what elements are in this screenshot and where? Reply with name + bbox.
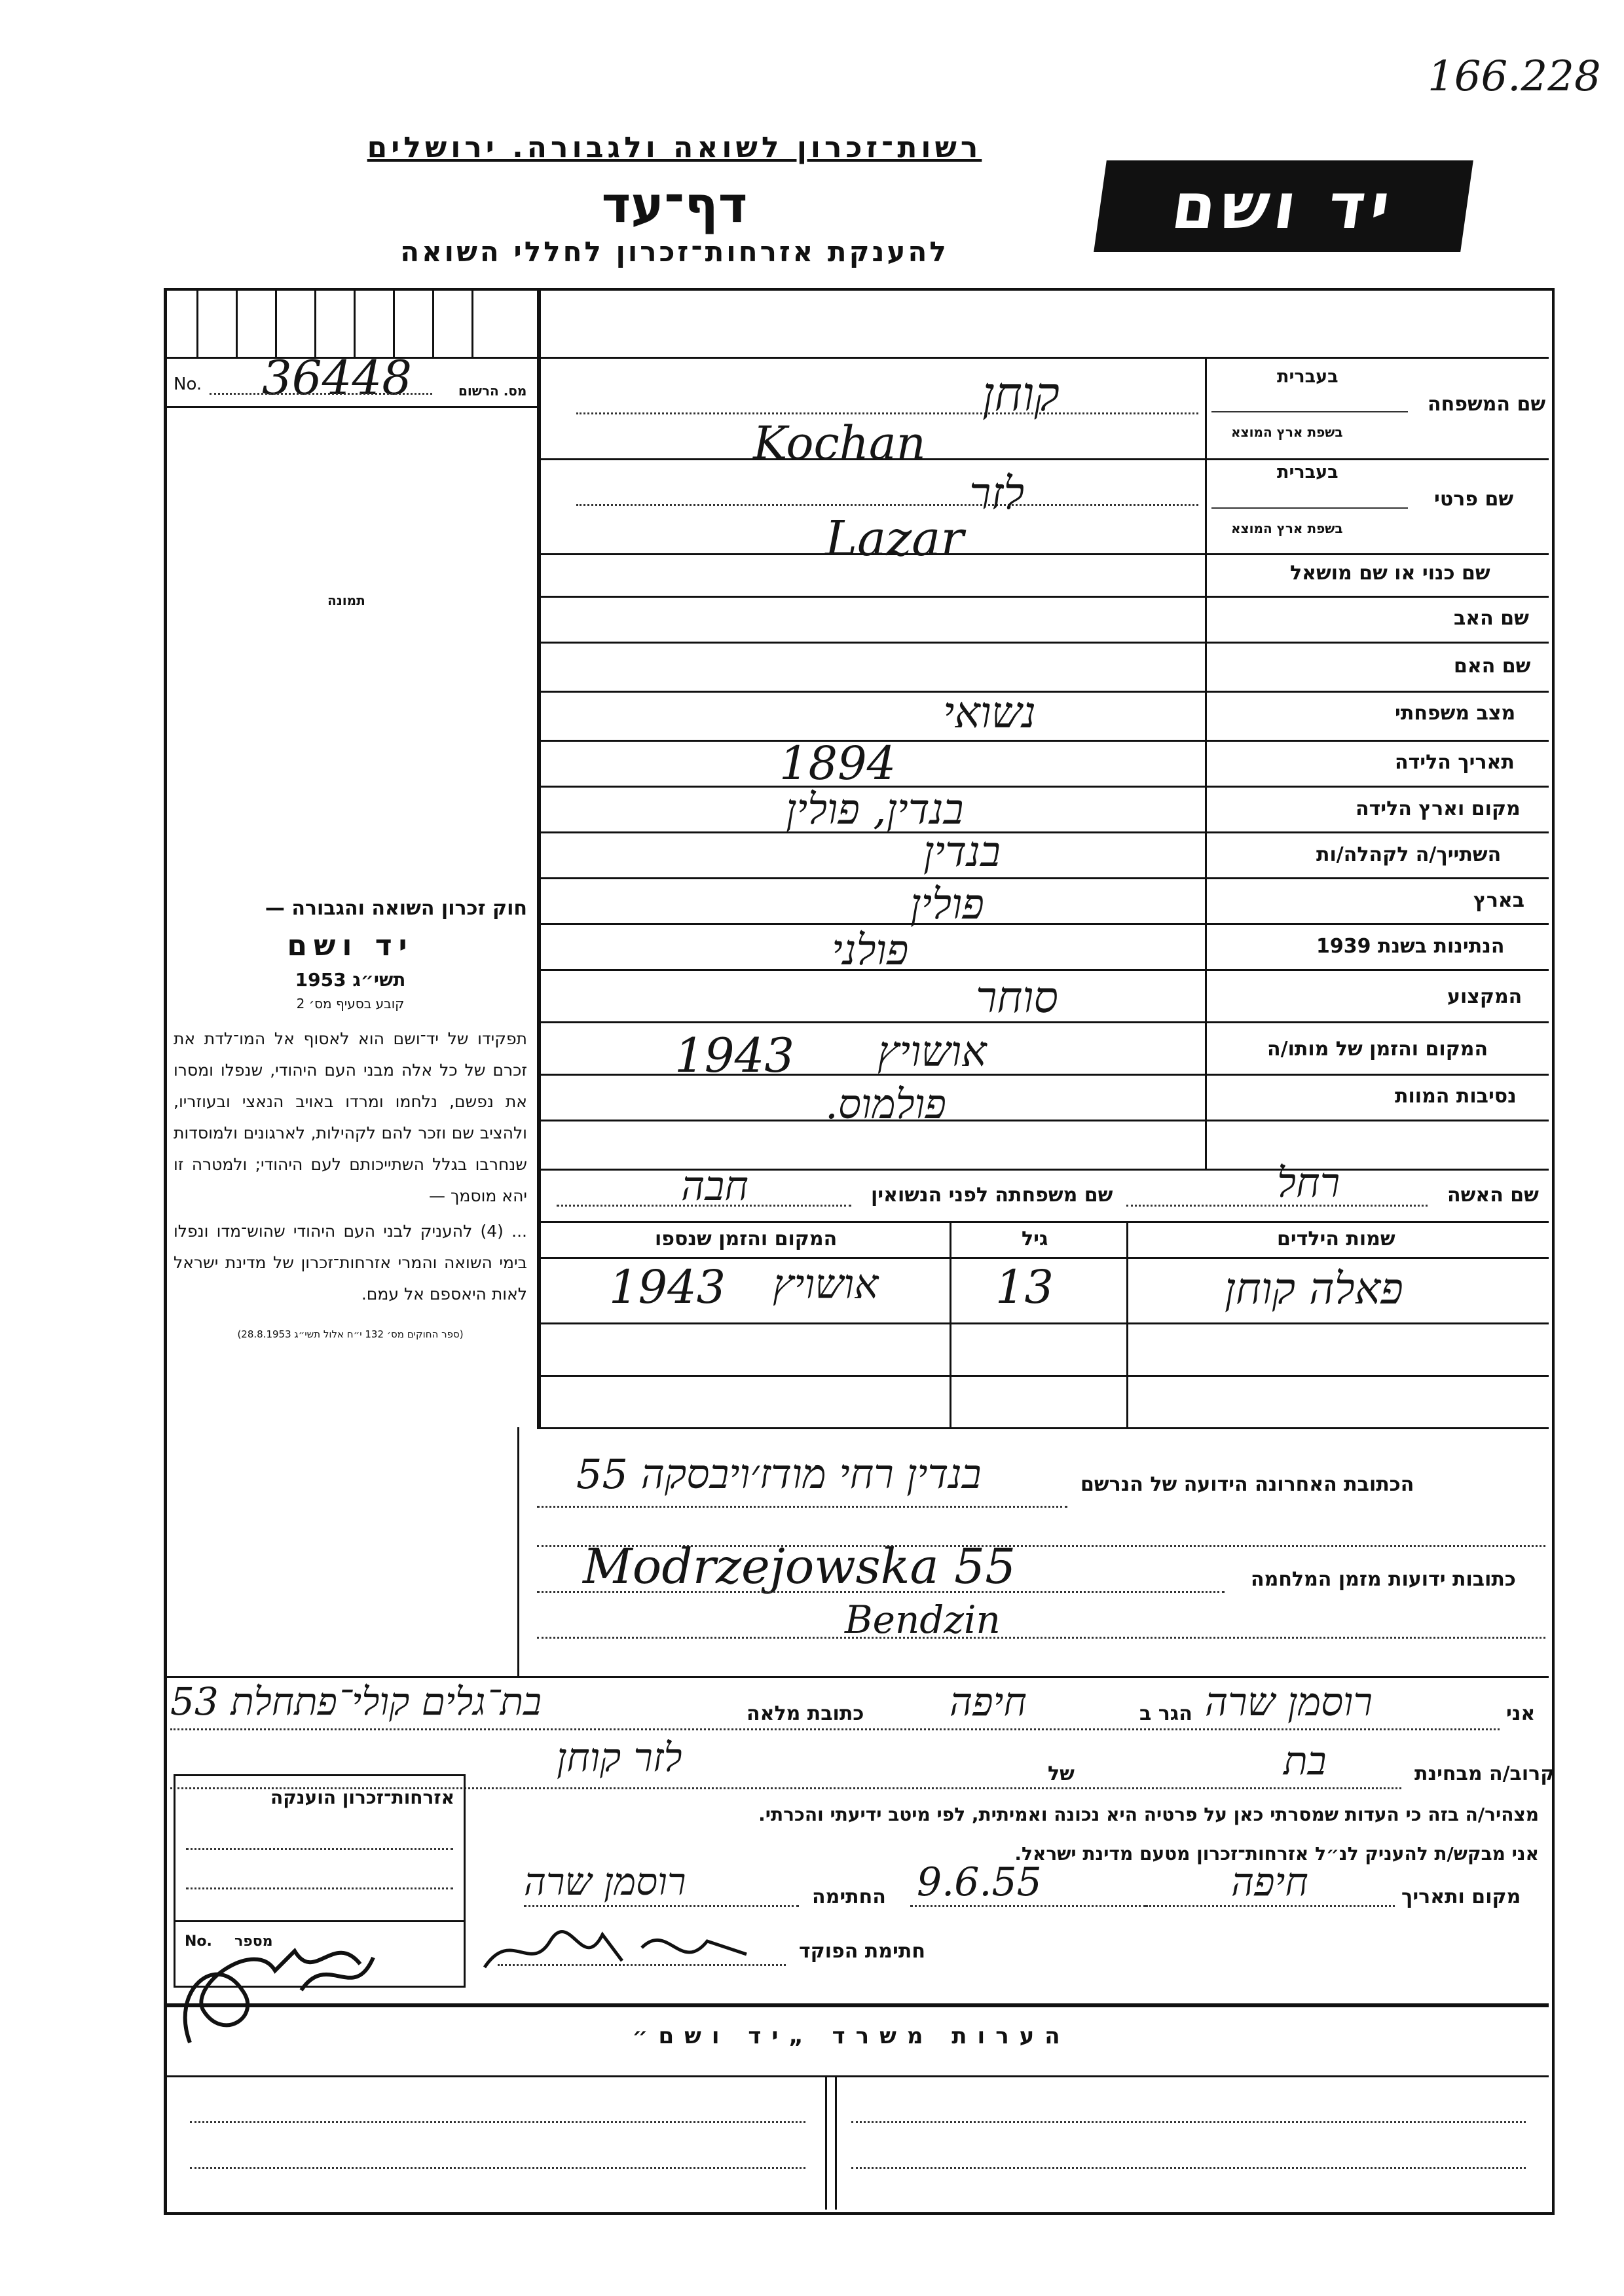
child-name-value: פאלה קוחן [1225, 1264, 1403, 1314]
community-label: השתייך/ה לקהלה/ות [1316, 843, 1502, 866]
officer-signature-mark [471, 1915, 786, 1987]
law-year: תשי״ג 1953 [295, 969, 406, 991]
law-clause: ... (4) להעניק לבני העם היהודי שהוש־מדו ונפלו בימי השואה והמרי אזרחות־זכרון של מדינת ישראל לאות היאספם אל עמם. [174, 1222, 527, 1303]
request-text: אני מבקש/ת להעניק לנ״ל אזרחות־זכרון מטעם מדינת ישראל. [1014, 1843, 1539, 1865]
wartime-address-line2: Bendzin [845, 1597, 1001, 1642]
grant-no-label: No. [185, 1933, 212, 1950]
maiden-value: חבה [681, 1162, 748, 1210]
nickname-label: שם כנוי או שם מושאל [1290, 562, 1490, 585]
wife-value: רחל [1277, 1159, 1340, 1207]
wife-label: שם האשה [1447, 1184, 1539, 1207]
relation-value: בת [1283, 1738, 1327, 1784]
country-label: בארץ [1473, 889, 1525, 912]
yad-vashem-logo [1094, 160, 1473, 252]
maiden-label: שם משפחתה לפני הנשואין [871, 1184, 1113, 1207]
signature-value: רוסמן שרה [524, 1859, 686, 1904]
birth-date-label: תאריך הלידה [1395, 751, 1515, 774]
family-name-label: שם המשפחה [1428, 393, 1546, 416]
birth-place-label: מקום וארץ הלידה [1356, 797, 1521, 820]
death-cause-value: פולמוס. [825, 1080, 946, 1128]
date-value: 9.6.55 [917, 1859, 1042, 1905]
death-cause-label: נסיבות המוות [1395, 1085, 1517, 1108]
citizenship-value: פולני [832, 926, 909, 975]
death-year-value: 1943 [674, 1028, 795, 1083]
community-value: בנדין [923, 828, 1001, 877]
first-name-origin-value: Lazar [825, 511, 964, 567]
family-name-he-value: קוחן [982, 367, 1060, 422]
first-name-he-value: לזר [969, 468, 1025, 520]
stamp-signature [164, 1912, 386, 2056]
law-source: (ספר החוקים מס׳ 132 י״ח אלול תשי״ג 28.8.1953) [237, 1328, 464, 1340]
wartime-address-line1: Modrzejowska 55 [583, 1539, 1016, 1595]
law-paragraph: תפקידו של יד־ושם הוא לאסוף אל המו־לדת את זכרם של כל אלה מבני העם היהודי, שנפלו ומסרו את נפשם, נלחמו ומרדו באויב הנאצי ובעוזריו, ולהציב שם וזכר להם לקהילות, לארגונים ולמוסדות שנחרבו בגלל השתייכותם לעם היהודי; ולמטרה זו יהא מוסמך — [174, 1029, 527, 1205]
wartime-address-label: כתובות ידועות מזמן המלחמה [1251, 1568, 1516, 1591]
declarant-name-value: רוסמן שרה [1205, 1679, 1373, 1725]
marital-value: נשואי [943, 687, 1036, 738]
last-address-value: בנדין רחי מודז׳ויבסקה 55 [576, 1450, 982, 1498]
registration-number: 36448 [262, 350, 413, 405]
children-names-header: שמות הילדים [1277, 1228, 1395, 1250]
birth-date-value: 1894 [779, 737, 896, 790]
signature-label: החתימה [812, 1886, 886, 1908]
origin-lang-label-1: בשפת ארץ המוצא [1231, 424, 1343, 440]
death-place-value: אושויץ [877, 1028, 987, 1076]
hebrew-label-1: בעברית [1277, 367, 1338, 387]
family-name-origin-value: Kochan [753, 416, 926, 470]
law-box [174, 897, 527, 1340]
origin-lang-label-2: בשפת ארץ המוצא [1231, 520, 1343, 536]
of-value: לזר קוחן [557, 1735, 682, 1781]
law-section: קובע בסעיף מס׳ 2 [296, 996, 405, 1011]
child-age-value: 13 [995, 1260, 1054, 1314]
place-value: חיפה [1231, 1859, 1308, 1905]
grant-number-label: מספר [234, 1933, 273, 1950]
of-label: של [1048, 1762, 1075, 1785]
profession-label: המקצוע [1447, 985, 1522, 1008]
declarant-city-value: חיפה [950, 1679, 1027, 1725]
father-label: שם האב [1454, 607, 1529, 630]
birth-place-value: בנדין, פולין [786, 786, 964, 834]
remarks-title: הערות משרד „יד ושם״ [632, 2023, 1071, 2049]
first-name-label: שם פרטי [1434, 488, 1514, 511]
children-place-header: המקום והזמן שנספו [655, 1228, 838, 1250]
declarant-i-label: אני [1506, 1702, 1536, 1725]
law-title: חוק זכרון השואה והגבורה — [265, 897, 527, 920]
form-title: דף־עד [601, 175, 748, 234]
declarant-lives-label: הגר ב [1139, 1702, 1192, 1725]
relative-label: קרוב/ה מבחינת [1414, 1762, 1555, 1785]
law-name: יד ושם [287, 929, 414, 962]
child-year-value: 1943 [609, 1260, 726, 1314]
last-address-label: הכתובת האחרונה הידועה של הנרשם [1080, 1473, 1414, 1496]
mother-label: שם האם [1454, 655, 1531, 678]
child-place-value: אושויץ [773, 1260, 879, 1308]
photo-label: תמונה [327, 592, 365, 608]
form-subtitle: להענקת אזרחות־זכרון לחללי השואה [400, 236, 949, 268]
place-date-label: מקום ותאריך [1401, 1886, 1521, 1908]
header-authority: רשות־זכרון לשואה ולגבורה. ירושלים [367, 131, 982, 164]
registration-no-label: No. [174, 374, 202, 394]
officer-signature-label: חתימת הפוקד [799, 1940, 925, 1963]
grant-title: אזרחות־זכרון הוענקה [270, 1787, 454, 1808]
registration-he-label: מס. הרשום [458, 383, 527, 399]
hebrew-label-2: בעברית [1277, 462, 1338, 483]
children-age-header: גיל [1022, 1228, 1048, 1250]
citizenship-label: הנתינות בשנת 1939 [1316, 935, 1505, 958]
logo-text: יד ושם [1167, 170, 1400, 243]
declarant-address-value: בת־גלים קולי־פתחלת 53 [170, 1679, 542, 1724]
country-value: פולין [910, 881, 984, 929]
declarant-address-label: כתובת מלאה [747, 1702, 864, 1725]
death-label: המקום והזמן של מותו/ה [1267, 1038, 1488, 1061]
profession-value: סוחר [976, 972, 1058, 1023]
archive-number: 166.228 [1428, 52, 1601, 101]
declaration-text: מצהיר/ה בזה כי העדות שמסרתי כאן על פרטיה היא נכונה ואמיתית, לפי מיטב ידיעתי והכרתי. [758, 1804, 1539, 1825]
marital-label: מצב משפחתי [1395, 702, 1516, 725]
